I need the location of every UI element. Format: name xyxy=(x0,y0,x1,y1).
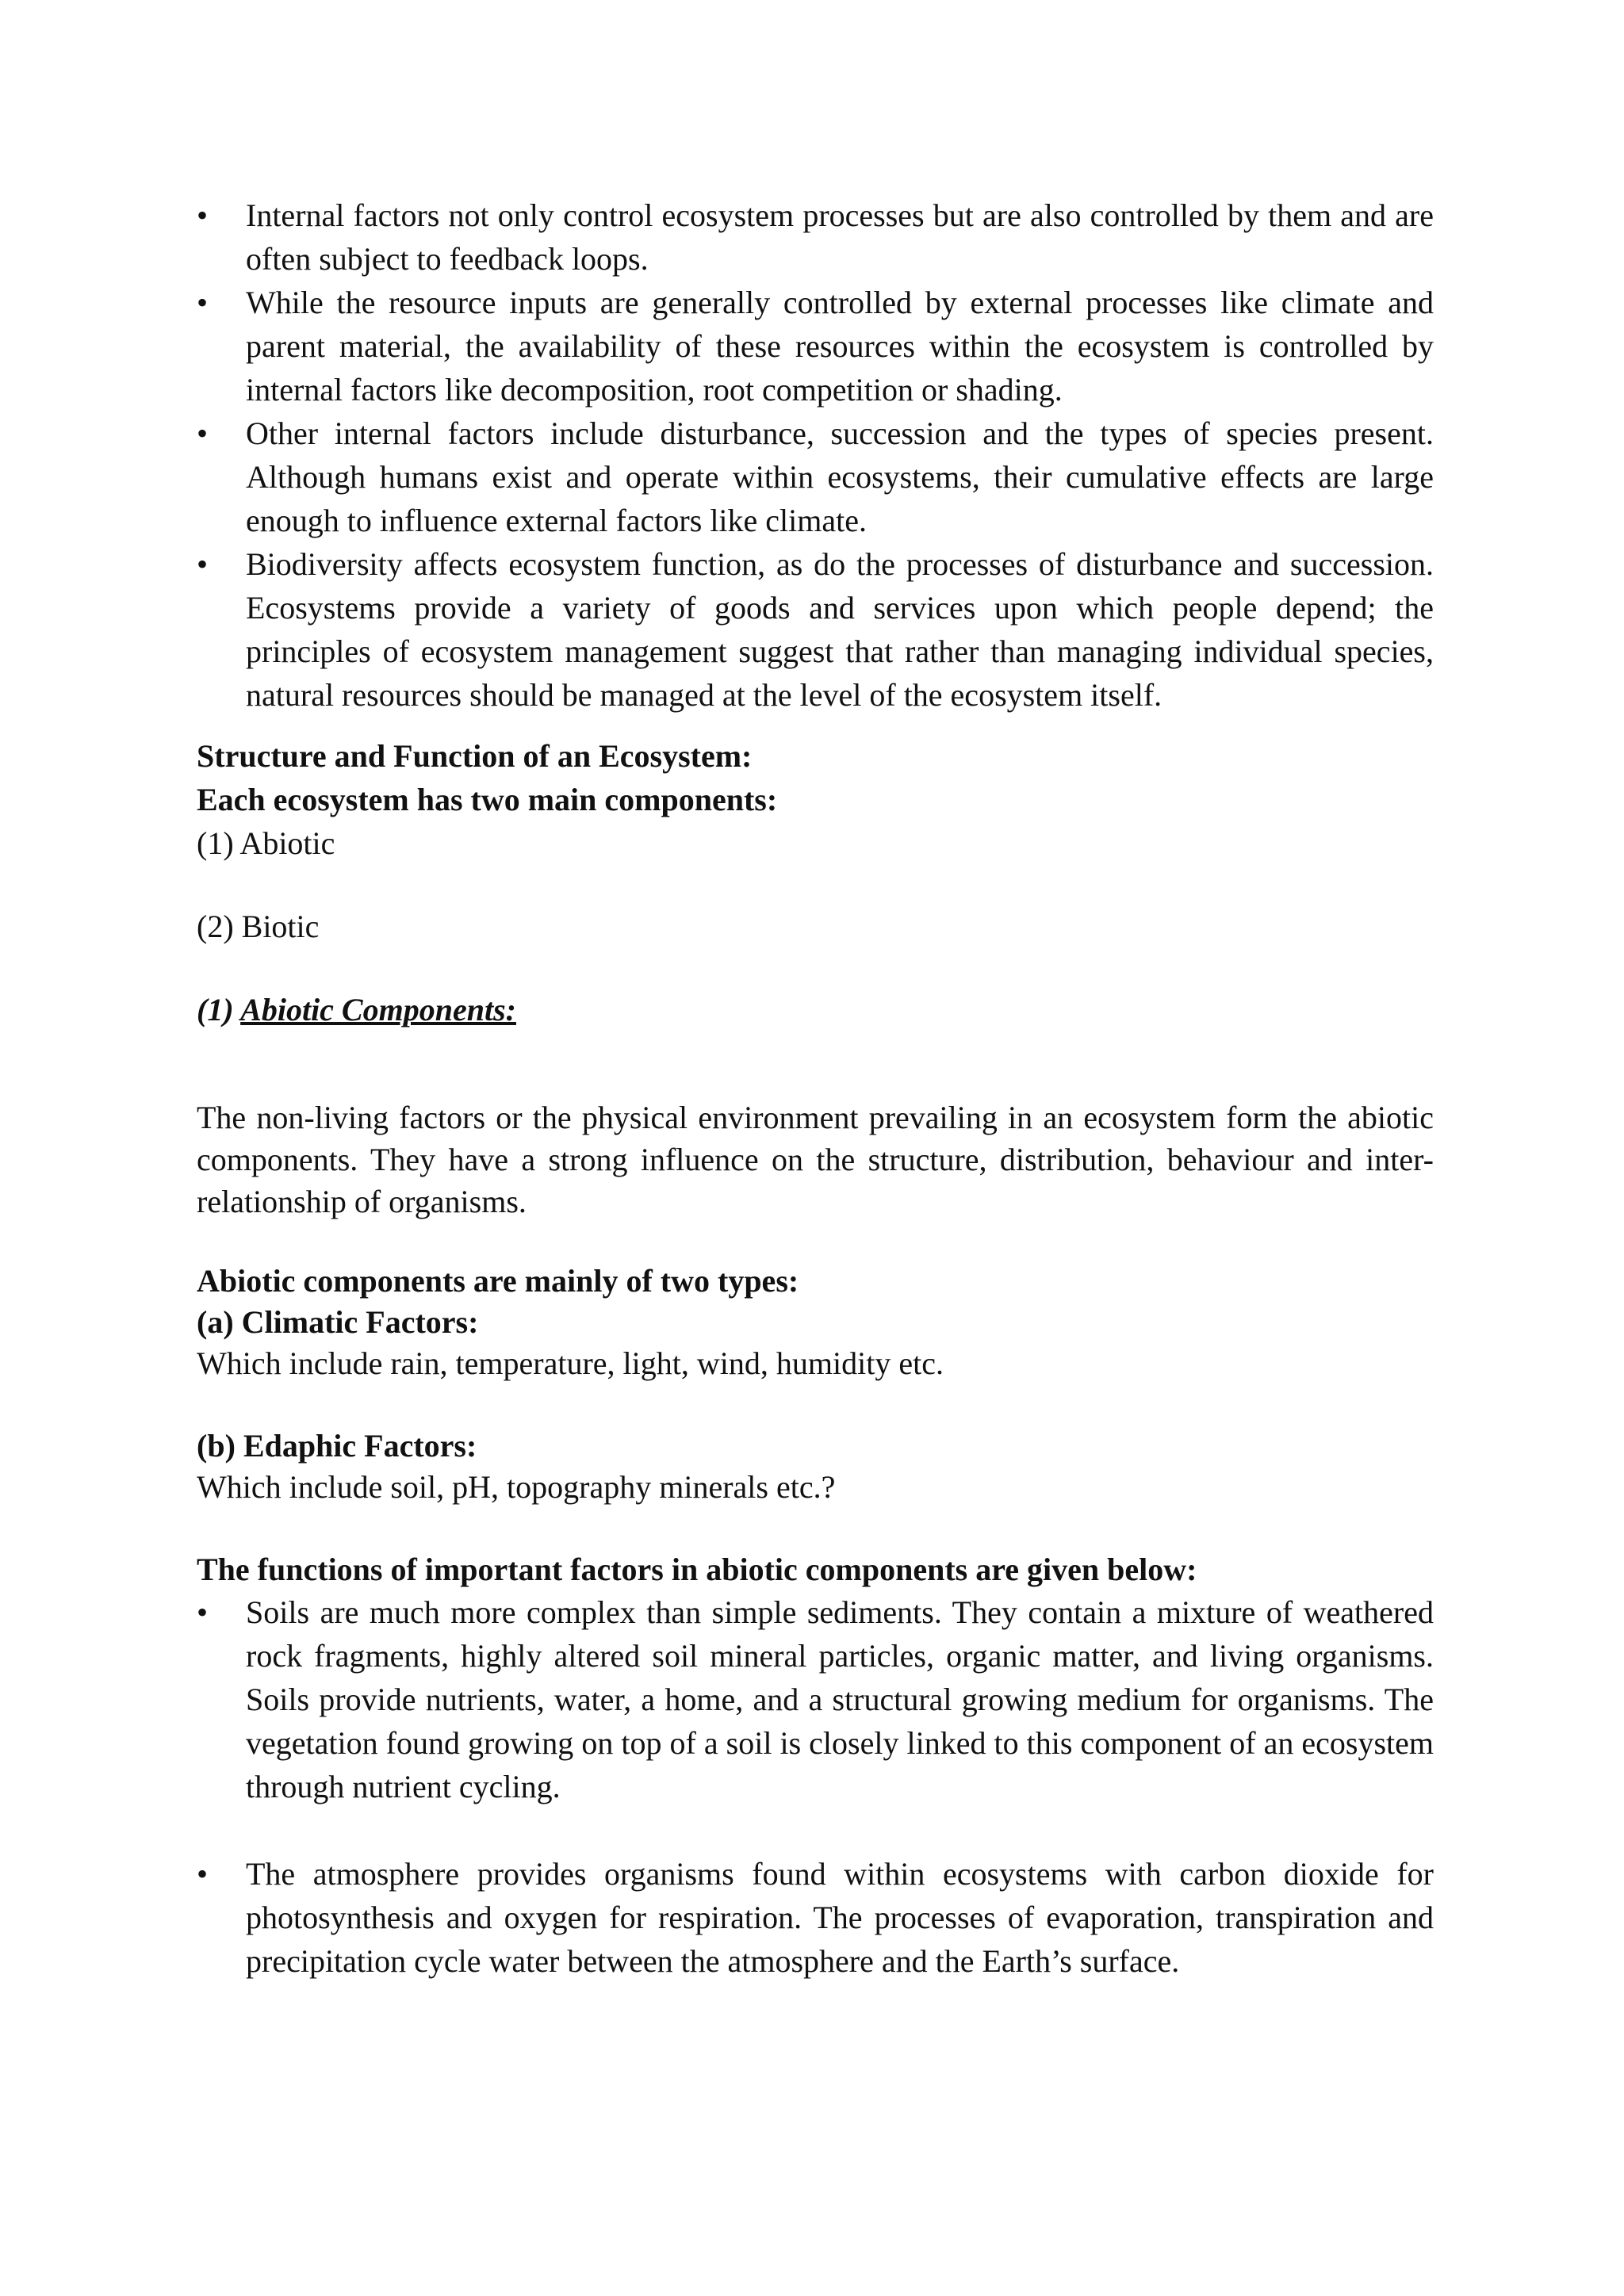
climatic-factors-heading: (a) Climatic Factors: xyxy=(197,1304,479,1340)
structure-subheading: Each ecosystem has two main components: xyxy=(197,782,778,817)
bullet-item: • The atmosphere provides organisms found within ecosystems with carbon dioxide for photosynthesis and oxygen for respiration. The processes of evaporation, transpiration and precipitation cycle water between the atmosphere and the Earth’s surface. xyxy=(197,1852,1434,1983)
document-page xyxy=(197,193,1434,1983)
abiotic-section-heading xyxy=(197,988,1434,1031)
bullet-item: • Internal factors not only control ecosystem processes but are also controlled by them and are often subject to feedback loops. xyxy=(197,193,1434,281)
abiotic-prefix: (1) xyxy=(197,992,241,1027)
climatic-factors-text: Which include rain, temperature, light, wind, humidity etc. xyxy=(197,1345,944,1381)
abiotic-paragraph: The non-living factors or the physical environment prevailing in an ecosystem form the abiotic components. They have a strong influence on the structure, distribution, behaviour and inter-relationship of organisms. xyxy=(197,1100,1434,1219)
bullet-item: • Biodiversity affects ecosystem function, as do the processes of disturbance and succession. Ecosystems provide a variety of goods and services upon which people depend; the principles of ecosystem management suggest that rather than managing individual species, natural resources should be managed at the level of the ecosystem itself. xyxy=(197,542,1434,717)
abiotic-title: Abiotic Components: xyxy=(240,992,516,1027)
bottom-bullet-list xyxy=(197,1590,1434,1983)
component-item-biotic: (2) Biotic xyxy=(197,909,320,944)
bullet-item: • Other internal factors include disturbance, succession and the types of species present. Although humans exist and operate within ecosystems, their cumulative effects are large enough to influence external factors like climate. xyxy=(197,411,1434,542)
functions-heading: The functions of important factors in abiotic components are given below: xyxy=(197,1552,1197,1587)
structure-heading: Structure and Function of an Ecosystem: xyxy=(197,738,753,774)
edaphic-factors-text: Which include soil, pH, topography minerals etc.? xyxy=(197,1469,836,1505)
top-bullet-list xyxy=(197,193,1434,717)
bullet-item: • While the resource inputs are generally controlled by external processes like climate and parent material, the availability of these resources within the ecosystem is controlled by internal factors like decomposition, root competition or shading. xyxy=(197,281,1434,411)
component-item-abiotic: (1) Abiotic xyxy=(197,825,335,861)
abiotic-types-heading: Abiotic components are mainly of two types: xyxy=(197,1263,799,1299)
edaphic-factors-heading: (b) Edaphic Factors: xyxy=(197,1428,477,1464)
bullet-item: • Soils are much more complex than simple sediments. They contain a mixture of weathered rock fragments, highly altered soil mineral particles, organic matter, and living organisms. Soils provide nutrients, water, a home, and a structural growing medium for organisms. The vegetation found growing on top of a soil is closely linked to this component of an ecosystem through nutrient cycling. xyxy=(197,1590,1434,1808)
